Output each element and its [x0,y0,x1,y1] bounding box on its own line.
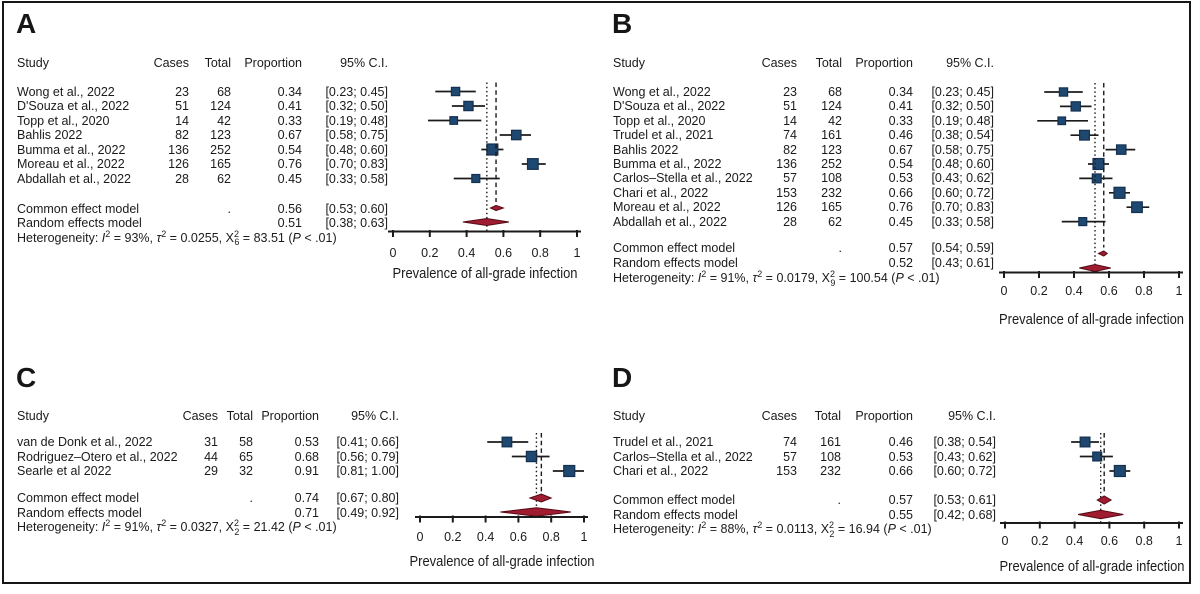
x-tick-label: 0.2 [1030,284,1048,298]
study-name: Carlos–Stella et al., 2022 [613,449,753,464]
cases-value: 82 [175,128,189,142]
cases-value: 136 [168,142,189,157]
common-effect-proportion: 0.74 [294,491,319,505]
x-tick-label: 0.4 [476,530,495,544]
random-effects-ci: [0.38; 0.63] [325,216,388,230]
col-header-study: Study [613,409,645,423]
x-tick-label: 0.8 [1135,284,1153,298]
study-name: D'Souza et al., 2022 [17,99,130,113]
x-axis-label: Prevalence of all-grade infection [999,558,1185,575]
heterogeneity-note: Heterogeneity: $I^2 = 93\%$, $\tau^2 = 0.0255$, $X^2_6 = 83.51$ (P < .01) [17,228,337,248]
ci-value: [0.33; 0.58] [325,171,388,186]
study-name: Moreau et al., 2022 [613,200,721,215]
total-value: 42 [217,113,231,128]
cases-value: 153 [776,464,797,478]
study-name: Topp et al., 2020 [17,113,110,128]
random-effects-ci: [0.43; 0.61] [931,255,994,270]
study-name: Rodriguez–Otero et al., 2022 [17,449,178,464]
random-effects-ci: [0.42; 0.68] [933,507,996,522]
col-header-cases: Cases [153,56,189,70]
total-value: 62 [828,214,842,229]
total-value: 124 [821,99,842,114]
study-name: Abdallah et al., 2022 [17,171,131,186]
ci-value: [0.38; 0.54] [933,435,996,449]
study-name: Bahlis 2022 [613,142,679,157]
common-effect-total-dot: . [837,493,841,507]
x-tick-label: 1 [1175,284,1183,298]
study-name: Chari et al., 2022 [613,464,709,478]
cases-value: 126 [168,157,189,171]
total-value: 232 [820,464,841,478]
ci-value: [0.70; 0.83] [931,200,994,215]
random-effects-proportion: 0.51 [277,216,302,230]
x-tick-label: 0.8 [542,530,560,544]
proportion-value: 0.66 [888,464,913,478]
total-value: 108 [821,171,842,186]
x-tick-label: 0.8 [1135,534,1153,548]
col-header-total: Total [204,56,231,70]
col-header-ci: 95% C.I. [340,56,388,70]
proportion-value: 0.91 [294,464,319,478]
total-value: 165 [210,157,231,171]
x-axis-label: Prevalence of all-grade infection [392,265,578,282]
cases-value: 51 [175,99,189,113]
random-effects-proportion: 0.71 [294,505,319,520]
ci-value: [0.19; 0.48] [931,113,994,128]
study-name: Bumma et al., 2022 [17,142,126,157]
x-tick-label: 1 [580,530,588,544]
panel-c-label: C [16,362,37,393]
col-header-ci: 95% C.I. [948,409,996,423]
random-effects-label: Random effects model [17,216,142,230]
cases-value: 82 [783,142,797,157]
col-header-proportion: Proportion [244,56,302,70]
total-value: 252 [210,142,231,157]
proportion-value: 0.76 [277,157,302,171]
common-effect-label: Common effect model [17,491,140,505]
proportion-value: 0.33 [888,113,913,128]
ci-value: [0.33; 0.58] [931,214,994,229]
x-tick-label: 0.2 [1031,534,1049,548]
common-effect-proportion: 0.57 [888,493,913,507]
study-name: Carlos–Stella et al., 2022 [613,171,753,186]
ci-value: [0.23; 0.45] [931,85,994,99]
proportion-value: 0.54 [277,142,302,157]
study-name: Abdallah et al., 2022 [613,214,727,229]
ci-value: [0.58; 0.75] [931,142,994,157]
study-name: Chari et al., 2022 [613,185,709,200]
random-effects-proportion: 0.52 [888,255,913,270]
common-effect-proportion: 0.57 [888,241,913,255]
col-header-proportion: Proportion [261,409,319,423]
total-value: 42 [828,113,842,128]
proportion-value: 0.67 [277,128,302,142]
proportion-value: 0.46 [888,128,913,143]
cases-value: 23 [783,85,797,99]
ci-value: [0.43; 0.62] [931,171,994,186]
study-name: Searle et al 2022 [17,464,112,478]
proportion-value: 0.66 [888,185,913,200]
x-tick-label: 0 [416,530,424,544]
proportion-value: 0.54 [888,157,913,171]
ci-value: [0.48; 0.60] [931,157,994,171]
common-effect-proportion: 0.56 [277,201,302,216]
total-value: 123 [210,128,231,142]
ci-value: [0.58; 0.75] [325,128,388,142]
x-tick-label: 0 [1001,534,1009,548]
total-value: 68 [217,84,231,99]
total-value: 252 [821,157,842,171]
proportion-value: 0.45 [888,214,913,229]
cases-value: 57 [783,449,797,464]
x-axis-label: Prevalence of all-grade infection [999,311,1184,328]
x-tick-label: 0 [389,246,397,260]
cases-value: 28 [783,214,797,229]
random-effects-proportion: 0.55 [888,507,913,522]
study-name: Moreau et al., 2022 [17,157,125,171]
proportion-value: 0.53 [294,435,319,449]
total-value: 32 [239,464,253,478]
col-header-study: Study [613,56,645,70]
common-effect-ci: [0.53; 0.61] [933,493,996,507]
common-effect-total-dot: . [838,241,842,255]
proportion-value: 0.53 [888,171,913,186]
x-tick-label: 0.8 [531,246,549,260]
proportion-value: 0.34 [277,84,302,99]
total-value: 65 [239,449,253,464]
col-header-study: Study [17,409,49,423]
cases-value: 14 [175,113,189,128]
x-tick-label: 1 [1175,534,1183,548]
cases-value: 28 [175,171,189,186]
cases-value: 29 [204,464,218,478]
common-effect-total-dot: . [249,491,253,505]
col-header-cases: Cases [182,409,218,423]
common-effect-label: Common effect model [17,201,140,216]
proportion-value: 0.41 [888,99,913,114]
cases-value: 126 [776,200,797,215]
heterogeneity-note: Heterogeneity: $I^2 = 91\%$, $\tau^2 = 0.0179$, $X^2_9 = 100.54$ (P < .01) [613,268,940,288]
common-effect-ci: [0.67; 0.80] [336,491,399,505]
ci-value: [0.81; 1.00] [336,464,399,478]
heterogeneity-note: Heterogeneity: $I^2 = 88\%$, $\tau^2 = 0.0113$, $X^2_2 = 16.94$ (P < .01) [613,519,932,539]
study-name: Trudel et al., 2021 [613,128,714,143]
study-name: Wong et al., 2022 [613,85,711,99]
study-name: D'Souza et al., 2022 [613,99,726,114]
col-header-ci: 95% C.I. [946,56,994,70]
x-tick-label: 0.6 [1100,534,1119,548]
total-value: 58 [239,435,253,449]
col-header-cases: Cases [761,409,797,423]
random-effects-label: Random effects model [613,255,738,270]
study-name: Bumma et al., 2022 [613,157,722,171]
cases-value: 14 [783,113,797,128]
ci-value: [0.56; 0.79] [336,449,399,464]
x-axis-label: Prevalence of all-grade infection [409,553,595,570]
ci-value: [0.32; 0.50] [325,99,388,113]
col-header-total: Total [814,409,841,423]
random-effects-ci: [0.49; 0.92] [336,505,399,520]
proportion-value: 0.41 [277,99,302,113]
proportion-value: 0.34 [888,85,913,99]
x-tick-label: 0 [1000,284,1008,298]
total-value: 68 [828,85,842,99]
heterogeneity-note: Heterogeneity: $I^2 = 91\%$, $\tau^2 = 0.0327$, $X^2_2 = 21.42$ (P < .01) [17,517,337,537]
ci-value: [0.60; 0.72] [933,464,996,478]
study-name: van de Donk et al., 2022 [17,435,153,449]
random-effects-label: Random effects model [613,507,738,522]
total-value: 232 [821,185,842,200]
total-value: 123 [821,142,842,157]
total-value: 124 [210,99,231,113]
cases-value: 74 [783,435,797,449]
cases-value: 31 [204,435,218,449]
common-effect-label: Common effect model [613,241,736,255]
cases-value: 74 [783,128,797,143]
total-value: 62 [217,171,231,186]
cases-value: 51 [783,99,797,114]
col-header-ci: 95% C.I. [351,409,399,423]
total-value: 108 [820,449,841,464]
col-header-cases: Cases [761,56,797,70]
x-tick-label: 0.4 [1065,284,1083,298]
cases-value: 44 [204,449,218,464]
random-effects-label: Random effects model [17,505,142,520]
col-header-proportion: Proportion [855,56,913,70]
panel-b-label: B [612,8,633,39]
ci-value: [0.19; 0.48] [325,113,388,128]
ci-value: [0.32; 0.50] [931,99,994,114]
x-tick-label: 0.6 [509,530,528,544]
x-tick-label: 0.6 [494,246,513,260]
col-header-total: Total [815,56,842,70]
col-header-total: Total [226,409,253,423]
ci-value: [0.23; 0.45] [325,84,388,99]
cases-value: 57 [783,171,797,186]
col-header-study: Study [17,56,49,70]
ci-value: [0.38; 0.54] [931,128,994,143]
proportion-value: 0.67 [888,142,913,157]
ci-value: [0.70; 0.83] [325,157,388,171]
proportion-value: 0.33 [277,113,302,128]
x-tick-label: 0.4 [457,246,476,260]
proportion-value: 0.76 [888,200,913,215]
study-name: Bahlis 2022 [17,128,83,142]
proportion-value: 0.45 [277,171,302,186]
x-tick-label: 0.2 [421,246,439,260]
panel-d-label: D [612,362,633,393]
total-value: 161 [821,128,842,143]
common-effect-ci: [0.54; 0.59] [931,241,994,255]
study-name: Wong et al., 2022 [17,84,115,99]
ci-value: [0.43; 0.62] [933,449,996,464]
col-header-proportion: Proportion [855,409,913,423]
proportion-value: 0.53 [888,449,913,464]
proportion-value: 0.46 [888,435,913,449]
total-value: 165 [821,200,842,215]
panel-a-label: A [16,8,37,39]
x-tick-label: 0.6 [1100,284,1118,298]
cases-value: 136 [776,157,797,171]
x-tick-label: 0.4 [1065,534,1084,548]
x-tick-label: 1 [573,246,581,260]
study-name: Trudel et al., 2021 [613,435,714,449]
common-effect-total-dot: . [227,201,231,216]
common-effect-ci: [0.53; 0.60] [325,201,388,216]
ci-value: [0.60; 0.72] [931,185,994,200]
common-effect-label: Common effect model [613,493,736,507]
cases-value: 153 [776,185,797,200]
total-value: 161 [820,435,841,449]
x-tick-label: 0.2 [444,530,462,544]
study-name: Topp et al., 2020 [613,113,706,128]
ci-value: [0.41; 0.66] [336,435,399,449]
proportion-value: 0.68 [294,449,319,464]
cases-value: 23 [175,84,189,99]
ci-value: [0.48; 0.60] [325,142,388,157]
